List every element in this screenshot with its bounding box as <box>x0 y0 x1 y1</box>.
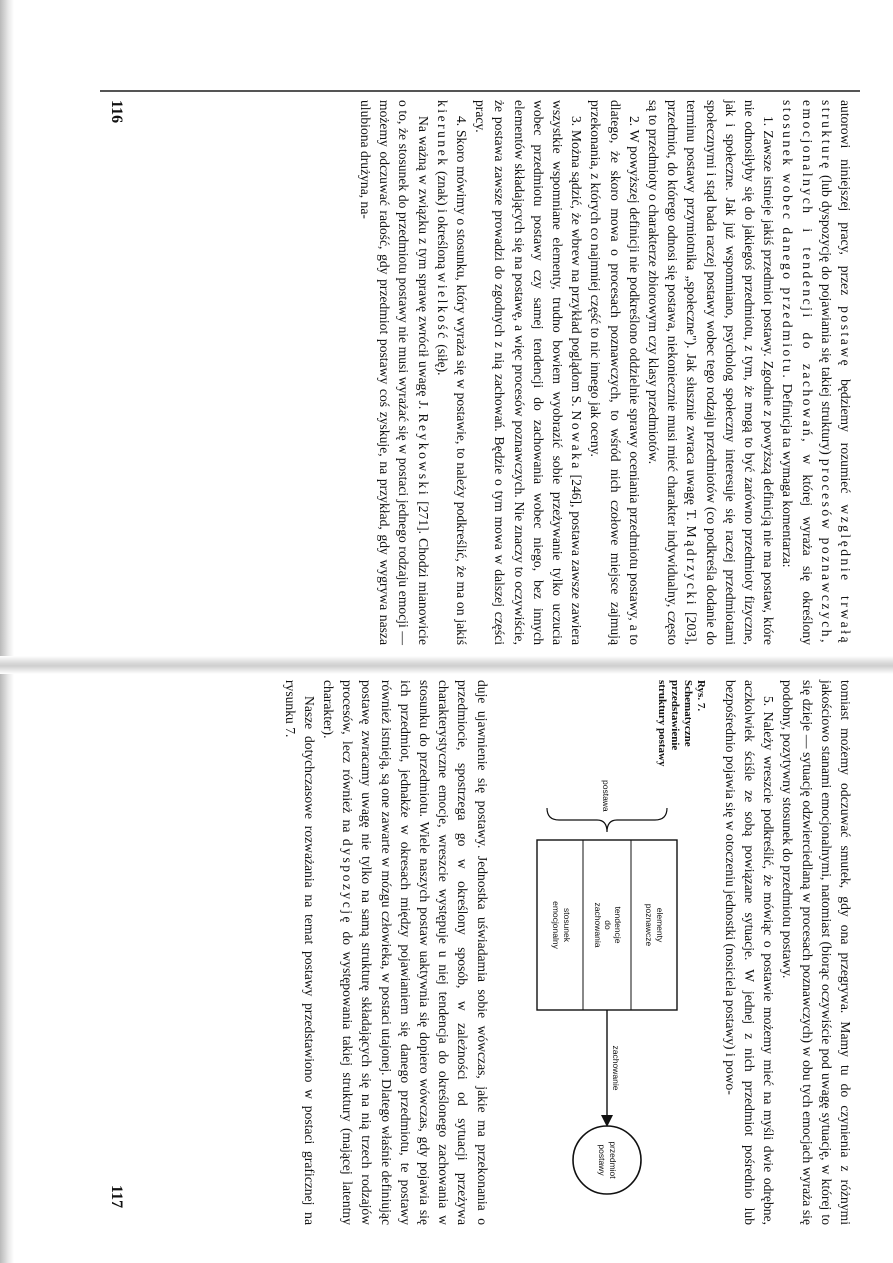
circle-line2: postawy <box>596 1144 607 1176</box>
text-run: będziemy rozumieć <box>838 368 853 505</box>
text-run: Na ważną w związku z tym sprawę zwrócił uwagę J. <box>415 116 431 414</box>
box2-line1: tendencje <box>612 906 623 944</box>
paragraph <box>433 100 471 645</box>
attitude-diagram <box>502 780 707 1225</box>
page-117-text-after <box>280 680 491 1225</box>
paragraph <box>586 100 644 645</box>
text-run: [246], postawa zawsze zawiera wszystkie wspomniane elementy, trudno bowiem wyobrazić sobie przeżywanie tylko uczucia wobec przedmiotu postawy czy samej tendencji do zachowania wobec niego, bez innych elementów składających się na postawę, a więc procesów poznawczych. Nie znaczy to oczywiście, że postawa zawsze prowadzi do zgodnych z nią zachowań. Będzie o tym mowa w dalszej części pracy. <box>473 100 585 645</box>
box2-line3: zachowania <box>592 902 603 948</box>
spaced-emphasis: postawę <box>838 306 853 369</box>
box3-line2: emocjonalny <box>550 901 561 949</box>
text-run: (lub dyspozycję do pojawiania się takiej struktury) <box>818 170 834 459</box>
text-run: tomiast możemy odczuwać smutek, gdy ona przegrywa. Mamy tu do czynienia z różnymi jakościowo stanami emocjonalnymi, natomiast (biorąc oczywiście pod uwagę sytuację, w której to się dzieje — sytuację odzwierciedlaną w procesach poznawczych) w obu tych emocjach wyraża się podobny, pozytywny stosunek do przedmiotu postawy. <box>780 680 853 1225</box>
figure-caption: Rys. 7. Schematyczne przedstawienie struktury postawy <box>655 680 707 767</box>
label-postawa: postawa <box>600 780 611 812</box>
text-run: autorowi niniejszej pracy, przez <box>838 100 853 307</box>
box2-line2: do <box>602 920 613 930</box>
object-circle <box>573 1126 641 1194</box>
text-run: w której wyraża się określony <box>799 444 815 645</box>
circle-line1: przedmiot <box>607 1141 618 1179</box>
arrow-head <box>601 1115 613 1127</box>
spaced-emphasis: kierunek <box>434 100 450 168</box>
paragraph <box>721 680 779 1225</box>
text-run: do występowania takiej struktury (mającej latentny charakter). <box>320 680 356 1225</box>
page-116 <box>95 100 855 645</box>
spaced-emphasis: wielkość <box>434 272 450 341</box>
page-number-116: 116 <box>108 100 125 124</box>
arrow-label: zachowanie <box>610 1045 621 1091</box>
text-run: [203], przedmiot, do którego odnosi się postawa, niekoniecznie musi mieć charakter indywidualny, często są to przedmioty o charakterze zbiorowym czy klasy przedmiotów. <box>645 100 700 646</box>
paragraph <box>778 680 855 1225</box>
box1-line2: poznawcze <box>643 903 654 947</box>
paragraph <box>644 100 778 645</box>
paragraph <box>319 680 492 1225</box>
spaced-emphasis: Nowaka <box>569 410 585 471</box>
box1-line1: elementy <box>654 907 665 943</box>
page-117-text-before <box>721 680 855 1225</box>
paragraph <box>280 680 318 1225</box>
text-run: duje ujawnienie się postawy. Jednostka uświadamia sobie wówczas, jakie ma przekonania o przedmiocie, spostrzega go w określony sposób, w zależności od sytuacji przeżywa charakterystyczne emocje, wreszcie występuje u niej tendencja do określonego zachowania w stosunku do przedmiotu. Wiele naszych postaw uaktywnia się dopiero wówczas, gdy pojawia się ich przedmiot, jednakże w okresach między pojawianiem się danego przedmiotu, te postawy również istnieją, są one zawarte w mózgu człowieka, w postaci utajonej. Dlatego właśnie definiując postawę zwracamy uwagę nie tylko na samą strukturę składających się na nią trzech rodzajów procesów, lecz również na <box>340 680 490 1225</box>
paragraph <box>471 100 586 645</box>
page-117 <box>95 680 855 1225</box>
paragraph <box>778 100 855 645</box>
text-run: [271]. Chodzi mianowicie o to, że stosunek do przedmiotu postawy nie musi wyrażać się w postaci jednego rodzaju emocji — możemy odczuwać radość, gdy przedmiot postawy coś zyskuje, na przykład, gdy wygrywa nasza ulubiona drużyna, na- <box>357 100 431 645</box>
text-run: 2. W powyższej definicji nie podkreślono oddzielnie sprawy oceniania przedmiotu postawy, a to dlatego, że skoro mowa o procesach poznawczych, to wśród nich czołowe miejsce zajmują przekonania, z których co najmniej część to nic innego jak oceny. <box>588 100 642 645</box>
page-top-rule <box>100 90 860 92</box>
spaced-emphasis: względnie trwałą strukturę <box>818 100 853 646</box>
text-run: (siłę). <box>434 340 450 376</box>
book-spine <box>0 656 893 674</box>
spaced-emphasis: dyspozycję <box>340 838 356 926</box>
page-number-117: 117 <box>108 1185 125 1209</box>
text-run: (znak) i określoną <box>434 167 450 273</box>
page-116-text <box>356 100 855 645</box>
figure-7 <box>502 680 707 1225</box>
paragraph <box>356 100 433 645</box>
text-run: 3. Można sądzić, że wbrew na przykład poglądom S. <box>569 116 585 411</box>
text-run: Definicja ta wymaga komentarza: <box>780 380 796 568</box>
scan-edge-shadow <box>0 0 14 1263</box>
text-run: 5. Należy wreszcie podkreślić, że mówiąc o postawie możemy mieć na myśli dwie odrębne, aczkolwiek ściśle ze sobą powiązane sytuacje. W jednej z nich przedmiot pośrednio lub bezpośrednio pojawia się w otoczeniu jednostki (nosiciela postawy) i powo- <box>722 680 777 1225</box>
spaced-emphasis: Reykowski <box>415 413 431 498</box>
text-run: 1. Zawsze istnieje jakiś przedmiot postawy. Zgodnie z powyższą definicją nie ma postaw, które nie odnosiłyby się do jakiegoś przedmiotu, z tym, że mogą to być zarówno przedmioty fizyczne, jak i społeczne. Jak już wspomniano, psycholog społeczny interesuje się raczej przedmiotami społecznymi i stąd bada raczej postawy wobec tego rodzaju przedmiotów (co podkreśla dodanie do terminu postawy przymiotnika „społeczne"). Jak słusznie zwraca uwagę T. <box>684 100 777 645</box>
spaced-emphasis: Mądrzycki <box>684 525 700 608</box>
spaced-emphasis: procesów poznawczych, emocjonalnych i tendencji do zachowań, <box>799 100 834 645</box>
attitude-diagram-svg <box>507 780 707 1200</box>
spaced-emphasis: stosunek wobec danego przedmiotu. <box>780 100 796 381</box>
text-run: Nasze dotychczasowe rozważania na temat postawy przedstawiono w postaci graficznej na rysunku 7. <box>282 680 317 1225</box>
text-run: 4. Skoro mówimy o stosunku, który wyraża się w postawie, to należy podkreślić, że ma on jakiś <box>453 116 469 645</box>
box3-line1: stosunek <box>561 907 572 943</box>
